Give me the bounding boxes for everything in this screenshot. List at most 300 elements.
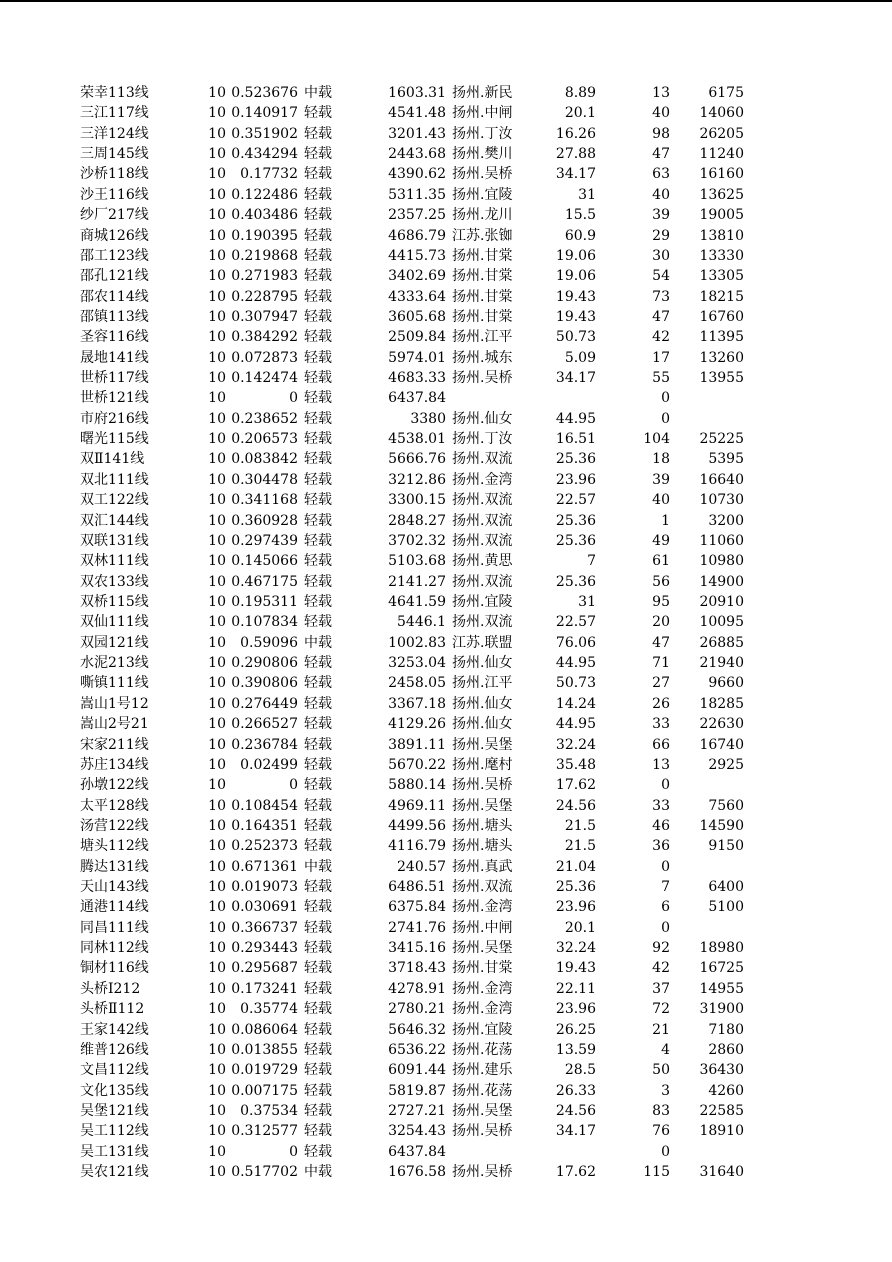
cell-line-name: 天山143线 [80, 879, 149, 896]
cell-count: 98 [652, 125, 670, 142]
cell-total: 18285 [699, 695, 744, 712]
cell-load-status: 轻载 [304, 1123, 332, 1140]
cell-line-name: 苏庄134线 [80, 756, 149, 773]
cell-count: 104 [643, 431, 670, 448]
table-row [0, 592, 892, 612]
cell-load-status: 轻载 [304, 817, 332, 834]
cell-line-name: 市府216线 [80, 410, 149, 427]
cell-voltage: 10 [208, 858, 226, 875]
cell-load-ratio: 0.252373 [231, 838, 298, 855]
cell-capacity: 5819.87 [388, 1082, 446, 1099]
cell-load-status: 轻载 [304, 1041, 332, 1058]
cell-distance: 19.43 [555, 960, 596, 977]
cell-line-name: 荣幸113线 [80, 85, 149, 101]
table-row [0, 816, 892, 836]
cell-capacity: 6437.84 [388, 390, 446, 407]
cell-voltage: 10 [208, 1021, 226, 1038]
cell-capacity: 3702.32 [388, 532, 446, 549]
cell-voltage: 10 [208, 675, 226, 692]
cell-count: 40 [652, 105, 670, 122]
cell-load-ratio: 0.271983 [231, 268, 298, 285]
cell-distance: 23.96 [555, 899, 596, 916]
cell-substation: 扬州.吴堡 [452, 736, 513, 753]
cell-voltage: 10 [208, 492, 226, 509]
cell-capacity: 5646.32 [388, 1021, 446, 1038]
cell-voltage: 10 [208, 247, 226, 264]
cell-distance: 32.24 [555, 940, 596, 957]
cell-load-ratio: 0.086064 [231, 1021, 298, 1038]
cell-voltage: 10 [208, 838, 226, 855]
cell-voltage: 10 [208, 919, 226, 936]
cell-voltage: 10 [208, 899, 226, 916]
cell-voltage: 10 [208, 146, 226, 163]
cell-load-ratio: 0.290806 [231, 655, 298, 672]
cell-distance: 34.17 [555, 166, 596, 183]
cell-load-ratio: 0.083842 [231, 451, 298, 468]
cell-total: 10980 [699, 553, 744, 570]
cell-distance: 31 [578, 593, 596, 610]
cell-count: 56 [652, 573, 670, 590]
cell-line-name: 曙光115线 [80, 431, 149, 448]
cell-substation: 扬州.丁汝 [452, 431, 513, 448]
cell-load-status: 轻载 [304, 532, 332, 549]
cell-line-name: 邵农114线 [80, 288, 149, 305]
cell-line-name: 双汇144线 [80, 512, 149, 529]
cell-load-ratio: 0.122486 [231, 186, 298, 203]
cell-voltage: 10 [208, 288, 226, 305]
cell-count: 13 [652, 756, 670, 773]
cell-total: 13260 [699, 349, 744, 366]
cell-voltage: 10 [208, 614, 226, 631]
cell-capacity: 4499.56 [388, 817, 446, 834]
cell-load-status: 轻载 [304, 838, 332, 855]
cell-capacity: 6437.84 [388, 1143, 446, 1160]
table-row [0, 266, 892, 286]
cell-voltage: 10 [208, 1102, 226, 1119]
cell-capacity: 2458.05 [388, 675, 446, 692]
cell-load-status: 轻载 [304, 186, 332, 203]
cell-line-name: 三江117线 [80, 105, 149, 122]
table-row [0, 164, 892, 184]
cell-voltage: 10 [208, 940, 226, 957]
cell-total: 16160 [699, 166, 744, 183]
cell-capacity: 4969.11 [388, 797, 446, 814]
cell-load-ratio: 0.228795 [231, 288, 298, 305]
table-row [0, 490, 892, 510]
cell-count: 37 [652, 980, 670, 997]
cell-total: 16760 [699, 308, 744, 325]
cell-load-status: 轻载 [304, 349, 332, 366]
cell-capacity: 240.57 [397, 858, 446, 875]
cell-distance: 25.36 [555, 879, 596, 896]
data-table [0, 83, 892, 1182]
table-row [0, 205, 892, 225]
cell-distance: 50.73 [555, 675, 596, 692]
cell-line-name: 吴堡121线 [80, 1102, 149, 1119]
cell-distance: 5.09 [564, 349, 596, 366]
cell-capacity: 2509.84 [388, 329, 446, 346]
cell-distance: 76.06 [555, 634, 596, 651]
table-row [0, 246, 892, 266]
cell-line-name: 腾达131线 [80, 858, 149, 875]
cell-count: 71 [652, 655, 670, 672]
cell-distance: 22.11 [555, 980, 596, 997]
cell-total: 22585 [699, 1102, 744, 1119]
cell-distance: 27.88 [555, 146, 596, 163]
cell-total: 21940 [699, 655, 744, 672]
cell-load-ratio: 0.107834 [231, 614, 298, 631]
cell-substation: 江苏.张铷 [452, 227, 513, 244]
cell-distance: 34.17 [555, 1123, 596, 1140]
cell-load-ratio: 0.019729 [231, 1062, 298, 1079]
cell-count: 0 [661, 1143, 670, 1160]
cell-load-ratio: 0.523676 [231, 85, 298, 101]
cell-load-status: 轻载 [304, 879, 332, 896]
cell-load-status: 轻载 [304, 573, 332, 590]
cell-load-status: 轻载 [304, 797, 332, 814]
cell-load-status: 轻载 [304, 899, 332, 916]
cell-voltage: 10 [208, 308, 226, 325]
table-row [0, 938, 892, 958]
cell-total: 26205 [699, 125, 744, 142]
cell-total: 16725 [699, 960, 744, 977]
cell-line-name: 文化135线 [80, 1082, 149, 1099]
cell-capacity: 4390.62 [388, 166, 446, 183]
cell-capacity: 3380 [410, 410, 446, 427]
cell-distance: 60.9 [564, 227, 596, 244]
cell-distance: 22.57 [555, 492, 596, 509]
cell-load-ratio: 0.293443 [231, 940, 298, 957]
cell-substation: 扬州.吴堡 [452, 797, 513, 814]
cell-count: 47 [652, 634, 670, 651]
cell-line-name: 双联131线 [80, 532, 149, 549]
cell-load-ratio: 0.517702 [231, 1164, 298, 1181]
cell-substation: 扬州.吴桥 [452, 1123, 513, 1140]
cell-total: 7180 [708, 1021, 744, 1038]
cell-distance: 16.26 [555, 125, 596, 142]
cell-count: 73 [652, 288, 670, 305]
cell-distance: 7 [587, 553, 596, 570]
cell-capacity: 3415.16 [388, 940, 446, 957]
cell-substation: 扬州.花荡 [452, 1082, 513, 1099]
cell-substation: 扬州.甘棠 [452, 288, 513, 305]
cell-load-ratio: 0.195311 [231, 593, 298, 610]
cell-substation: 扬州.宜陵 [452, 1021, 513, 1038]
cell-distance: 19.06 [555, 268, 596, 285]
cell-total: 22630 [699, 716, 744, 733]
cell-distance: 25.36 [555, 451, 596, 468]
cell-substation: 扬州.双流 [452, 573, 513, 590]
cell-count: 95 [652, 593, 670, 610]
cell-load-ratio: 0.140917 [231, 105, 298, 122]
table-row [0, 918, 892, 938]
cell-capacity: 2357.25 [388, 207, 446, 224]
table-row [0, 796, 892, 816]
table-row [0, 612, 892, 632]
cell-line-name: 嘶镇111线 [80, 675, 149, 692]
cell-count: 46 [652, 817, 670, 834]
cell-count: 0 [661, 858, 670, 875]
cell-load-status: 轻载 [304, 431, 332, 448]
cell-substation: 扬州.丁汝 [452, 125, 513, 142]
cell-count: 26 [652, 695, 670, 712]
cell-line-name: 通港114线 [80, 899, 149, 916]
cell-count: 47 [652, 308, 670, 325]
table-row [0, 307, 892, 327]
cell-load-status: 轻载 [304, 329, 332, 346]
cell-count: 49 [652, 532, 670, 549]
table-row [0, 226, 892, 246]
cell-count: 6 [661, 899, 670, 916]
cell-capacity: 2141.27 [388, 573, 446, 590]
cell-count: 33 [652, 716, 670, 733]
cell-total: 6400 [708, 879, 744, 896]
cell-total: 11060 [699, 532, 744, 549]
cell-load-ratio: 0.236784 [231, 736, 298, 753]
cell-capacity: 6486.51 [388, 879, 446, 896]
cell-load-status: 轻载 [304, 390, 332, 407]
cell-count: 61 [652, 553, 670, 570]
cell-capacity: 5446.1 [397, 614, 446, 631]
cell-count: 42 [652, 960, 670, 977]
cell-total: 13305 [699, 268, 744, 285]
table-row [0, 572, 892, 592]
cell-distance: 23.96 [555, 1001, 596, 1018]
cell-substation: 扬州.甘棠 [452, 268, 513, 285]
cell-total: 6175 [708, 85, 744, 101]
cell-voltage: 10 [208, 85, 226, 101]
cell-capacity: 4116.79 [388, 838, 446, 855]
cell-voltage: 10 [208, 1123, 226, 1140]
cell-line-name: 商城126线 [80, 227, 149, 244]
cell-substation: 扬州.真武 [452, 858, 513, 875]
cell-capacity: 2741.76 [388, 919, 446, 936]
cell-substation: 扬州.建乐 [452, 1062, 513, 1079]
cell-line-name: 铜材116线 [80, 960, 149, 977]
cell-capacity: 5311.35 [388, 186, 446, 203]
cell-voltage: 10 [208, 573, 226, 590]
cell-line-name: 文昌112线 [80, 1062, 149, 1079]
cell-capacity: 4415.73 [388, 247, 446, 264]
cell-count: 13 [652, 85, 670, 101]
cell-line-name: 宋家211线 [80, 736, 149, 753]
cell-distance: 25.36 [555, 512, 596, 529]
table-row [0, 1060, 892, 1080]
cell-voltage: 10 [208, 817, 226, 834]
cell-line-name: 嵩山1号12 [80, 695, 149, 712]
table-row [0, 1020, 892, 1040]
cell-voltage: 10 [208, 736, 226, 753]
cell-substation: 扬州.双流 [452, 492, 513, 509]
cell-substation: 扬州.吴堡 [452, 940, 513, 957]
cell-count: 40 [652, 492, 670, 509]
cell-substation: 扬州.吴堡 [452, 1102, 513, 1119]
cell-load-status: 轻载 [304, 960, 332, 977]
cell-line-name: 水泥213线 [80, 655, 149, 672]
cell-voltage: 10 [208, 1062, 226, 1079]
cell-count: 33 [652, 797, 670, 814]
top-border-line [0, 0, 892, 2]
cell-count: 83 [652, 1102, 670, 1119]
cell-line-name: 沙王116线 [80, 186, 149, 203]
cell-capacity: 1002.83 [388, 634, 446, 651]
cell-count: 17 [652, 349, 670, 366]
cell-capacity: 3201.43 [388, 125, 446, 142]
cell-total: 11395 [699, 329, 744, 346]
table-row [0, 531, 892, 551]
cell-capacity: 2727.21 [388, 1102, 446, 1119]
cell-total: 4260 [708, 1082, 744, 1099]
cell-distance: 14.24 [555, 695, 596, 712]
cell-capacity: 2443.68 [388, 146, 446, 163]
cell-count: 54 [652, 268, 670, 285]
cell-distance: 25.36 [555, 573, 596, 590]
table-row [0, 877, 892, 897]
cell-count: 40 [652, 186, 670, 203]
cell-voltage: 10 [208, 349, 226, 366]
cell-substation: 扬州.塘头 [452, 838, 513, 855]
cell-total: 18910 [699, 1123, 744, 1140]
cell-voltage: 10 [208, 634, 226, 651]
cell-line-name: 邵工123线 [80, 247, 149, 264]
cell-count: 27 [652, 675, 670, 692]
cell-distance: 34.17 [555, 370, 596, 387]
cell-load-status: 轻载 [304, 492, 332, 509]
cell-line-name: 双北111线 [80, 471, 149, 488]
cell-substation: 扬州.双流 [452, 512, 513, 529]
table-row [0, 144, 892, 164]
cell-load-status: 轻载 [304, 919, 332, 936]
cell-count: 115 [643, 1164, 670, 1181]
cell-load-status: 轻载 [304, 675, 332, 692]
cell-count: 4 [661, 1041, 670, 1058]
table-row [0, 327, 892, 347]
cell-count: 72 [652, 1001, 670, 1018]
cell-count: 66 [652, 736, 670, 753]
cell-load-status: 轻载 [304, 553, 332, 570]
cell-voltage: 10 [208, 410, 226, 427]
table-row [0, 1162, 892, 1182]
cell-distance: 28.5 [564, 1062, 596, 1079]
table-row [0, 714, 892, 734]
cell-load-status: 轻载 [304, 105, 332, 122]
table-row [0, 409, 892, 429]
table-row [0, 1040, 892, 1060]
cell-distance: 19.43 [555, 308, 596, 325]
cell-load-status: 轻载 [304, 247, 332, 264]
cell-substation: 扬州.仙女 [452, 716, 513, 733]
cell-line-name: 维普126线 [80, 1041, 149, 1058]
cell-load-status: 轻载 [304, 1021, 332, 1038]
cell-capacity: 6536.22 [388, 1041, 446, 1058]
cell-load-ratio: 0.403486 [231, 207, 298, 224]
cell-count: 18 [652, 451, 670, 468]
cell-total: 3200 [708, 512, 744, 529]
cell-line-name: 塘头112线 [80, 838, 149, 855]
table-row [0, 429, 892, 449]
cell-distance: 16.51 [555, 431, 596, 448]
cell-load-ratio: 0.360928 [231, 512, 298, 529]
cell-load-status: 轻载 [304, 166, 332, 183]
cell-count: 39 [652, 207, 670, 224]
table-row [0, 1101, 892, 1121]
cell-distance: 50.73 [555, 329, 596, 346]
cell-line-name: 双Ⅱ141线 [80, 451, 145, 468]
cell-substation: 扬州.仙女 [452, 655, 513, 672]
cell-line-name: 邵孔121线 [80, 268, 149, 285]
cell-total: 13955 [699, 370, 744, 387]
cell-distance: 44.95 [555, 716, 596, 733]
cell-capacity: 4541.48 [388, 105, 446, 122]
cell-line-name: 王家142线 [80, 1021, 149, 1038]
cell-capacity: 5103.68 [388, 553, 446, 570]
cell-count: 30 [652, 247, 670, 264]
cell-substation: 扬州.吴桥 [452, 777, 513, 794]
cell-line-name: 吴工112线 [80, 1123, 149, 1140]
cell-distance: 24.56 [555, 797, 596, 814]
cell-line-name: 双仙111线 [80, 614, 149, 631]
cell-load-ratio: 0.019073 [231, 879, 298, 896]
cell-total: 16740 [699, 736, 744, 753]
cell-substation: 扬州.金湾 [452, 471, 513, 488]
cell-load-status: 轻载 [304, 370, 332, 387]
cell-total: 16640 [699, 471, 744, 488]
cell-line-name: 同昌111线 [80, 919, 149, 936]
cell-total: 13625 [699, 186, 744, 203]
cell-load-ratio: 0.238652 [231, 410, 298, 427]
cell-count: 92 [652, 940, 670, 957]
cell-voltage: 10 [208, 451, 226, 468]
cell-voltage: 10 [208, 1143, 226, 1160]
cell-capacity: 4129.26 [388, 716, 446, 733]
cell-substation: 扬州.吴桥 [452, 370, 513, 387]
cell-count: 63 [652, 166, 670, 183]
cell-load-ratio: 0.295687 [231, 960, 298, 977]
cell-substation: 扬州.麾村 [452, 756, 513, 773]
cell-load-ratio: 0.467175 [231, 573, 298, 590]
cell-substation: 扬州.江平 [452, 675, 513, 692]
cell-substation: 扬州.甘棠 [452, 247, 513, 264]
cell-line-name: 邵镇113线 [80, 308, 149, 325]
cell-load-status: 轻载 [304, 695, 332, 712]
cell-capacity: 3212.86 [388, 471, 446, 488]
cell-capacity: 3254.43 [388, 1123, 446, 1140]
cell-load-ratio: 0.173241 [231, 980, 298, 997]
cell-count: 20 [652, 614, 670, 631]
cell-total: 10730 [699, 492, 744, 509]
cell-load-ratio: 0.35774 [240, 1001, 298, 1018]
table-row [0, 511, 892, 531]
cell-load-status: 轻载 [304, 410, 332, 427]
cell-total: 14590 [699, 817, 744, 834]
cell-total: 10095 [699, 614, 744, 631]
cell-voltage: 10 [208, 1041, 226, 1058]
cell-total: 7560 [708, 797, 744, 814]
cell-capacity: 2780.21 [388, 1001, 446, 1018]
cell-line-name: 吴工131线 [80, 1143, 149, 1160]
cell-load-ratio: 0.37534 [240, 1102, 298, 1119]
cell-total: 19005 [699, 207, 744, 224]
cell-load-ratio: 0 [289, 1143, 298, 1160]
cell-voltage: 10 [208, 431, 226, 448]
cell-capacity: 3718.43 [388, 960, 446, 977]
cell-load-ratio: 0.145066 [231, 553, 298, 570]
cell-line-name: 双工122线 [80, 492, 149, 509]
cell-count: 29 [652, 227, 670, 244]
cell-substation: 扬州.金湾 [452, 980, 513, 997]
table-row [0, 755, 892, 775]
cell-load-ratio: 0.219868 [231, 247, 298, 264]
